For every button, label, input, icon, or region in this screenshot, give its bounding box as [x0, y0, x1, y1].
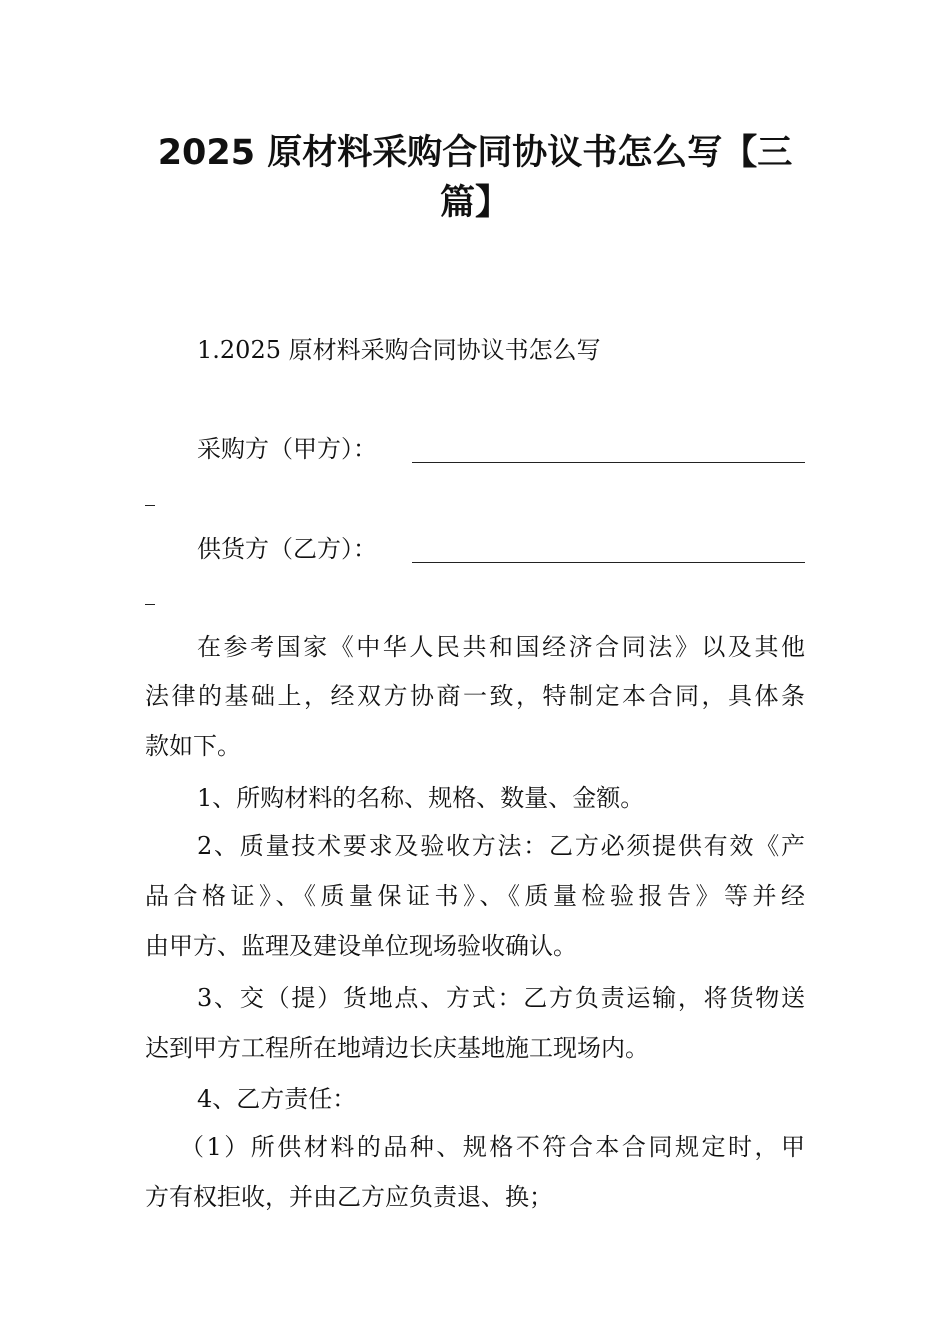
- clause-2-line-2: 品合格证》、《质量保证书》、《质量检验报告》等并经: [145, 882, 805, 910]
- buyer-blank-tail: [145, 505, 155, 506]
- supplier-blank-tail: [145, 604, 155, 605]
- clause-1: 1、所购材料的名称、规格、数量、金额。: [197, 784, 645, 812]
- supplier-label: 供货方（乙方）：: [197, 535, 377, 563]
- clause-4-item-1-line-1: （1）所供材料的品种、规格不符合本合同规定时，甲: [180, 1133, 805, 1161]
- clause-2-line-1: 2、质量技术要求及验收方法：乙方必须提供有效《产: [197, 832, 805, 860]
- buyer-label: 采购方（甲方）：: [197, 435, 377, 463]
- title-line-1: 2025 原材料采购合同协议书怎么写【三: [157, 133, 793, 173]
- intro-line-1: 在参考国家《中华人民共和国经济合同法》以及其他: [197, 633, 805, 661]
- buyer-blank-line: [412, 462, 805, 463]
- clause-3-line-1: 3、交（提）货地点、方式：乙方负责运输，将货物送: [197, 984, 805, 1012]
- intro-line-2: 法律的基础上，经双方协商一致，特制定本合同，具体条: [145, 682, 805, 710]
- document-title: [145, 128, 805, 228]
- clause-4-item-1-line-2: 方有权拒收，并由乙方应负责退、换；: [145, 1183, 553, 1211]
- title-line-2: 篇】: [439, 183, 510, 223]
- supplier-blank-line: [412, 562, 805, 563]
- clause-4-heading: 4、乙方责任：: [197, 1085, 357, 1113]
- buyer-field: [197, 437, 805, 461]
- clause-3-line-2: 达到甲方工程所在地靖边长庆基地施工现场内。: [145, 1034, 649, 1062]
- clause-2-line-3: 由甲方、监理及建设单位现场验收确认。: [145, 932, 577, 960]
- section-heading: 1.2025 原材料采购合同协议书怎么写: [197, 336, 601, 364]
- intro-line-3: 款如下。: [145, 732, 241, 760]
- supplier-field: [197, 537, 805, 561]
